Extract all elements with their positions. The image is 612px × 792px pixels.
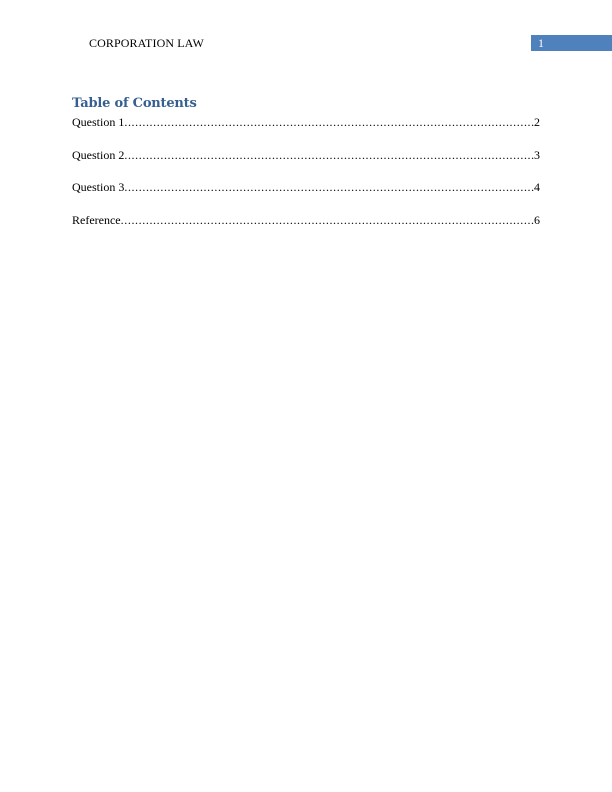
toc-entry-reference[interactable] [72,213,540,227]
dot-leader [124,148,534,162]
toc-entry-label: Reference [72,212,121,227]
toc-entry-page: 6 [534,212,540,227]
dot-leader [124,180,534,194]
toc-entry-question-1[interactable] [72,115,540,129]
toc-heading: Table of Contents [72,96,197,111]
toc-entry-page: 3 [534,147,540,162]
toc-entry-question-2[interactable] [72,148,540,162]
toc-entry-label: Question 3 [72,180,125,194]
toc-entry-question-3[interactable] [72,180,540,194]
page-number: 1 [538,36,544,50]
toc-entry-label: Question 2 [72,147,125,162]
header-title: CORPORATION LAW [89,36,204,50]
dot-leader [121,213,534,227]
toc-entry-page: 2 [534,115,540,129]
page-number-badge [531,35,612,51]
toc-entry-page: 4 [534,180,540,194]
table-of-contents [72,115,540,245]
dot-leader [124,115,534,129]
toc-entry-label: Question 1 [72,115,125,129]
